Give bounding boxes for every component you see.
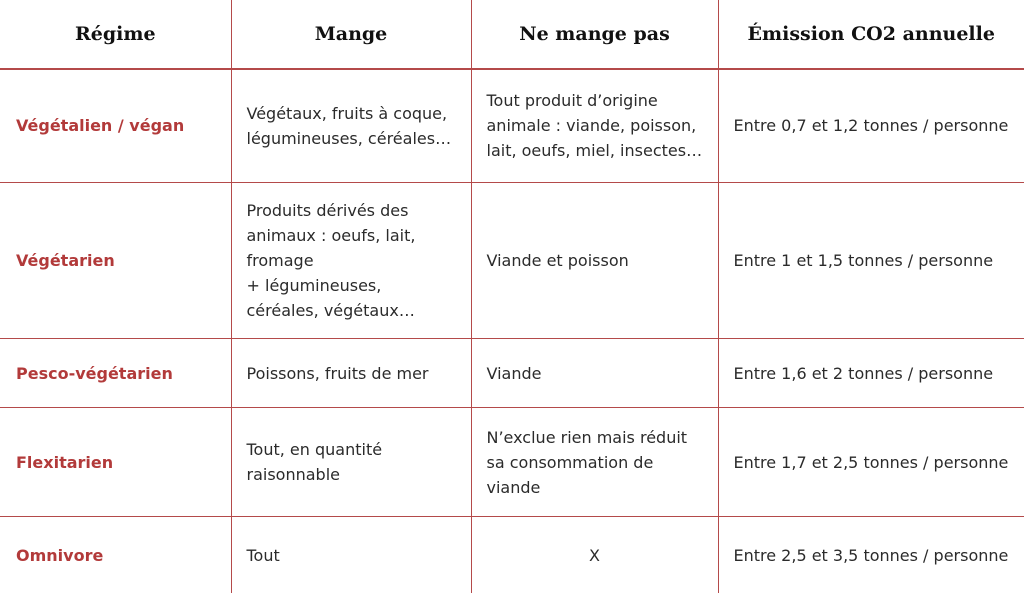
cell-line: sa consommation de [486, 452, 654, 472]
emission-cell: Entre 1 et 1,5 tonnes / personne [718, 182, 1024, 338]
table-row [0, 517, 1024, 593]
table-row [0, 69, 1024, 182]
header-regime: Régime [0, 0, 231, 69]
cell-line: N’exclue rien mais réduit [486, 427, 688, 447]
diet-name: Végétarien [0, 182, 231, 338]
cell-line: Tout [246, 545, 280, 565]
cell-line: raisonnable [246, 465, 340, 485]
cell-line: Viande et poisson [486, 250, 629, 270]
header-row [0, 0, 1024, 69]
table-row [0, 339, 1024, 408]
cell-line: Poissons, fruits de mer [246, 363, 429, 383]
cell-line: légumineuses, céréales… [246, 128, 452, 148]
cell-line: Tout, en quantité [246, 440, 383, 460]
header-mange: Mange [231, 0, 471, 69]
mange-cell [231, 182, 471, 338]
table-row [0, 408, 1024, 517]
table-row [0, 182, 1024, 338]
header-emission: Émission CO2 annuelle [718, 0, 1024, 69]
cell-line: Viande [486, 363, 542, 383]
cell-line: X [589, 545, 600, 565]
cell-line: viande [486, 477, 541, 497]
emission-cell: Entre 1,7 et 2,5 tonnes / personne [718, 408, 1024, 517]
cell-line: lait, oeufs, miel, insectes… [486, 141, 703, 161]
cell-line: céréales, végétaux… [246, 300, 415, 320]
mange-cell [231, 408, 471, 517]
cell-line: animale : viande, poisson, [486, 116, 697, 136]
cell-line: fromage [246, 250, 314, 270]
ne-mange-pas-cell [471, 182, 718, 338]
cell-line: Tout produit d’origine [486, 91, 658, 111]
mange-cell [231, 339, 471, 408]
cell-line: Végétaux, fruits à coque, [246, 103, 448, 123]
ne-mange-pas-cell [471, 408, 718, 517]
cell-line: animaux : oeufs, lait, [246, 225, 416, 245]
mange-cell [231, 517, 471, 593]
header-ne-mange-pas: Ne mange pas [471, 0, 718, 69]
diet-name: Végétalien / végan [0, 69, 231, 182]
diet-name: Omnivore [0, 517, 231, 593]
diet-name: Flexitarien [0, 408, 231, 517]
mange-cell [231, 69, 471, 182]
emission-cell: Entre 2,5 et 3,5 tonnes / personne [718, 517, 1024, 593]
ne-mange-pas-cell [471, 339, 718, 408]
emission-cell: Entre 1,6 et 2 tonnes / personne [718, 339, 1024, 408]
ne-mange-pas-cell [471, 517, 718, 593]
diet-name: Pesco-végétarien [0, 339, 231, 408]
ne-mange-pas-cell [471, 69, 718, 182]
cell-line: + légumineuses, [246, 275, 382, 295]
emission-cell: Entre 0,7 et 1,2 tonnes / personne [718, 69, 1024, 182]
cell-line: Produits dérivés des [246, 200, 409, 220]
